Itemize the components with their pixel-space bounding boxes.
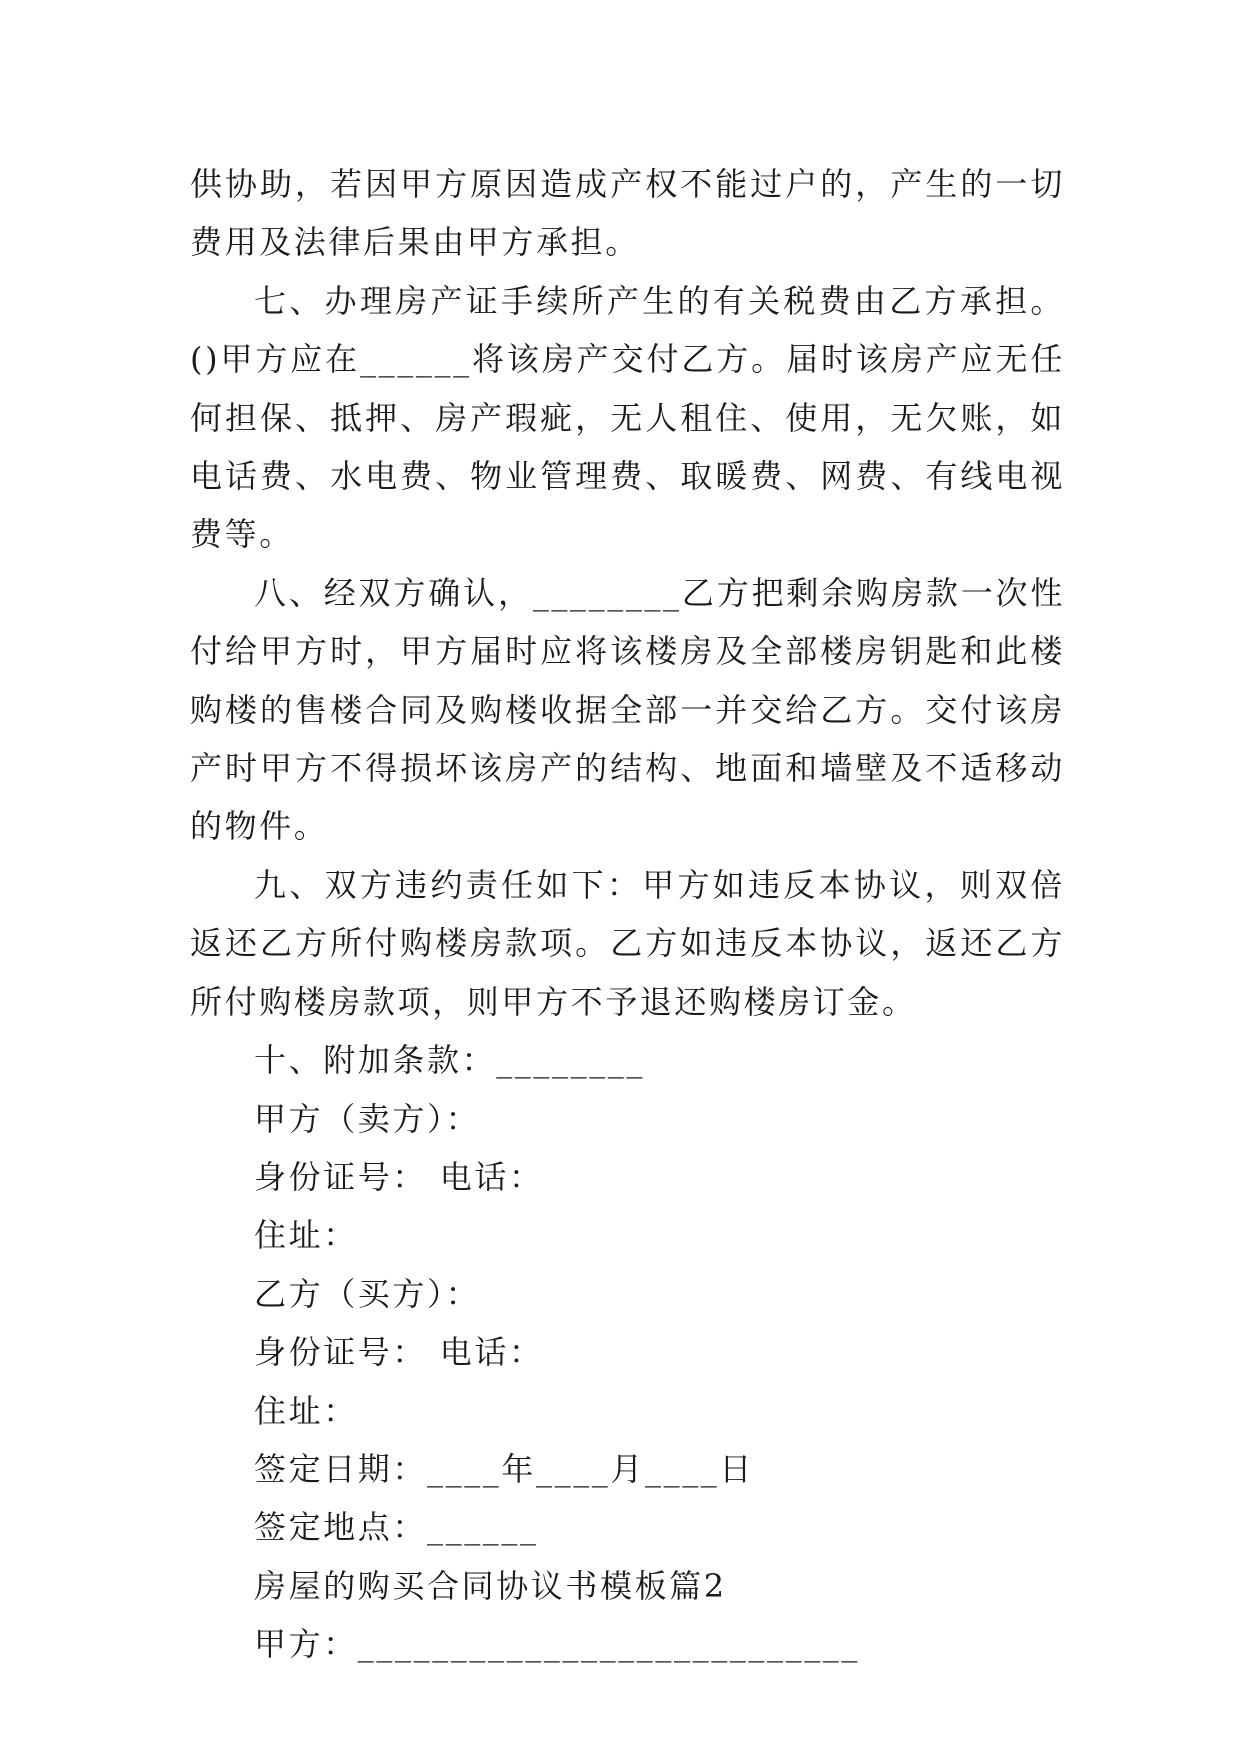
signing-date: 签定日期：____年____月____日 <box>254 1449 755 1488</box>
party-b-buyer-label: 乙方（买方）： <box>254 1274 481 1313</box>
signing-place: 签定地点：______ <box>254 1508 539 1547</box>
clause-eight: 八、经双方确认，________乙方把剩余购房款一次性付给甲方时，甲方届时应将该楼房及全部楼房钥匙和此楼购楼的售楼合同及购楼收据全部一并交给乙方。交付该房产时甲方不得损坏该房产的结构、地面和墙壁及不适移动的物件。 <box>190 573 1065 846</box>
party-a-line: 甲方：___________________________ <box>254 1625 860 1664</box>
party-a-seller-label: 甲方（卖方）： <box>254 1099 481 1138</box>
section-heading-template-2: 房屋的购买合同协议书模板篇2 <box>254 1566 727 1605</box>
paragraph-continuation: 供协助，若因甲方原因造成产权不能过户的，产生的一切费用及法律后果由甲方承担。 <box>190 165 1065 262</box>
party-a-id-phone: 身份证号： 电话： <box>254 1157 544 1196</box>
party-b-id-phone: 身份证号： 电话： <box>254 1333 544 1372</box>
clause-nine: 九、双方违约责任如下：甲方如违反本协议，则双倍返还乙方所付购楼房款项。乙方如违反本协议，返还乙方所付购楼房款项，则甲方不予退还购楼房订金。 <box>190 865 1065 1021</box>
clause-seven: 七、办理房产证手续所产生的有关税费由乙方承担。()甲方应在______将该房产交付乙方。届时该房产应无任何担保、抵押、房产瑕疵，无人租住、使用，无欠账，如电话费、水电费、物业管理费、取暖费、网费、有线电视费等。 <box>190 281 1065 554</box>
party-b-address: 住址： <box>254 1391 358 1430</box>
clause-ten-additional-terms: 十、附加条款：________ <box>254 1041 646 1080</box>
party-a-address: 住址： <box>254 1216 358 1255</box>
document-body <box>190 155 1065 1674</box>
